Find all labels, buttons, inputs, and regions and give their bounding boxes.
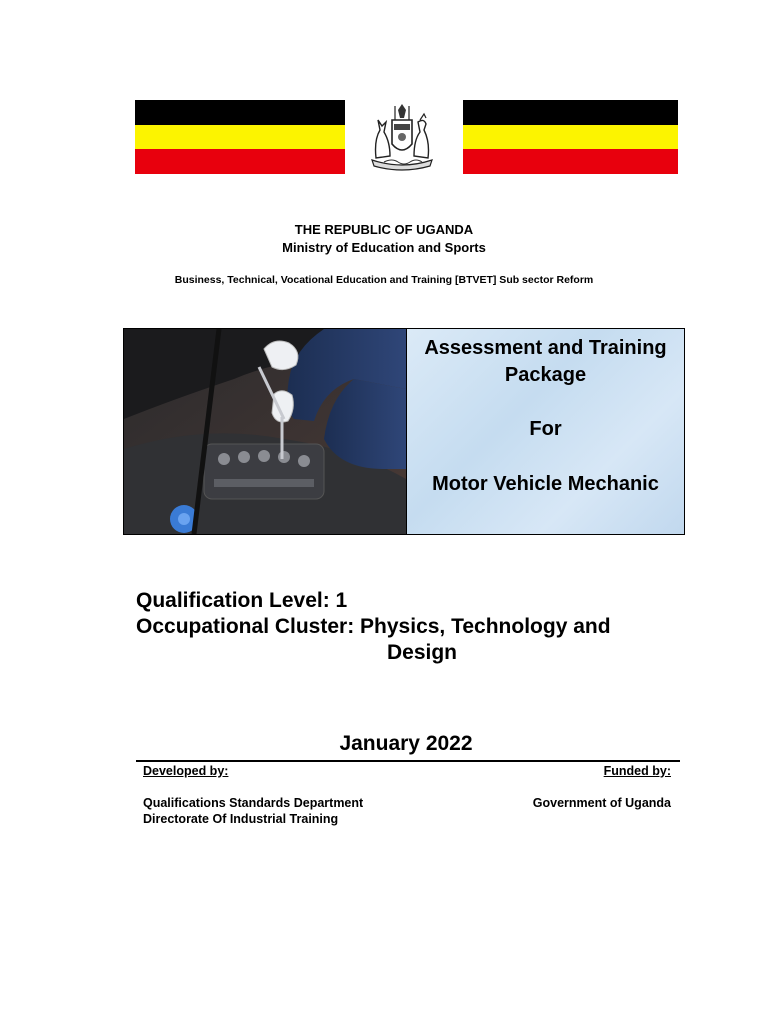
- package-title-box: [406, 329, 684, 534]
- developer-directorate: Directorate Of Industrial Training: [143, 812, 339, 826]
- qualification-level: Qualification Level: 1: [136, 589, 348, 612]
- uganda-flag-right: [463, 100, 678, 174]
- funder-name: Government of Uganda: [532, 796, 671, 810]
- title-line-4: Motor Vehicle Mechanic: [432, 473, 659, 495]
- reform-subtitle: Business, Technical, Vocational Education and Training [BTVET] Sub sector Reform: [174, 274, 594, 286]
- occupational-cluster-line-1: Occupational Cluster: Physics, Technology and: [136, 615, 611, 638]
- funded-by-label: Funded by:: [603, 764, 671, 778]
- uganda-flag-left: [135, 100, 345, 174]
- divider: [136, 760, 680, 762]
- title-line-2: Package: [504, 364, 587, 386]
- title-line-1: Assessment and Training: [424, 337, 667, 359]
- coat-of-arms-icon: [364, 100, 440, 176]
- title-banner: [123, 328, 685, 535]
- occupational-cluster-line-2: Design: [386, 641, 457, 664]
- title-line-3: For: [529, 418, 562, 440]
- republic-heading: THE REPUBLIC OF UGANDA: [294, 222, 474, 237]
- developed-by-label: Developed by:: [143, 764, 229, 778]
- ministry-heading: Ministry of Education and Sports: [282, 240, 486, 255]
- developer-department: Qualifications Standards Department: [143, 796, 364, 810]
- mechanic-engine-photo: [124, 329, 406, 534]
- publication-date: January 2022: [339, 732, 473, 755]
